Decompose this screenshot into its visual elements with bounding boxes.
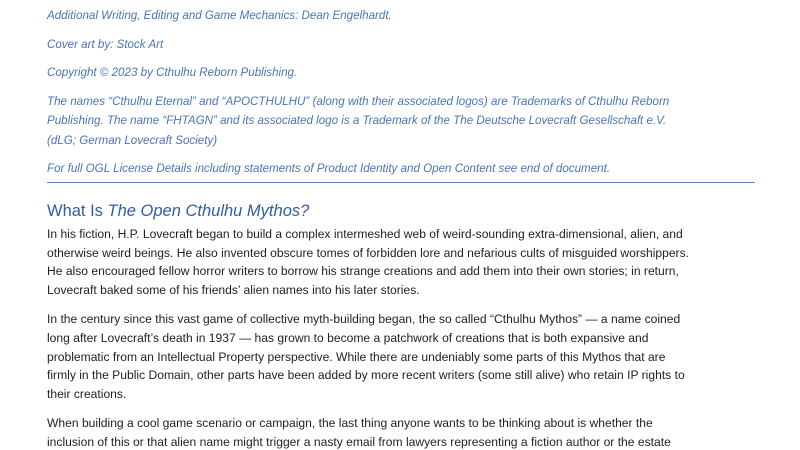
paragraph-line: inclusion of this or that alien name might trigger a nasty email from lawyers representing a fiction author or the estate: [47, 434, 671, 449]
paragraph-line: He also encouraged fellow horror writers to borrow his strange creations and add them into their own stories; in return,: [47, 264, 679, 279]
paragraph-line: In his fiction, H.P. Lovecraft began to build a complex intermeshed web of weird-sounding extra-dimensional, alien, and: [47, 227, 683, 241]
trademark-line-2: Publishing. The name “FHTAGN” and its associated logo is a Trademark of the The Deutsche Lovecraft Gesellschaft e.V.: [47, 114, 667, 127]
paragraph-3: [47, 414, 767, 450]
paragraph-line: long after Lovecraft’s death in 1937 — has grown to become a patchwork of creations that is both expansive and: [47, 330, 649, 345]
ogl-notice: For full OGL License Details including statements of Product Identity and Open Content see end of document.: [47, 162, 611, 175]
section-body: [47, 225, 767, 450]
paragraph-line: When building a cool game scenario or campaign, the last thing anyone wants to be thinking about is whether the: [47, 416, 653, 431]
paragraph-line: their creations.: [47, 386, 127, 401]
paragraph-line: Lovecraft baked some of his friends’ alien names into his later stories.: [47, 282, 420, 297]
trademark-notice: [47, 92, 767, 151]
credits-block: [47, 6, 767, 188]
trademark-line-1: The names “Cthulhu Eternal” and “APOCTHULHU” (along with their associated logos) are Trademarks of Cthulhu Reborn: [47, 94, 670, 108]
section-divider: [47, 182, 755, 183]
trademark-line-3: (dLG; German Lovecraft Society): [47, 133, 218, 147]
credits-copyright-line: Copyright © 2023 by Cthulhu Reborn Publishing.: [47, 66, 298, 79]
section-heading-title: The Open Cthulhu Mythos?: [107, 202, 310, 220]
credits-writing-line: Additional Writing, Editing and Game Mechanics: Dean Engelhardt.: [47, 9, 392, 22]
section-heading-prefix: What Is: [47, 202, 108, 220]
paragraph-line: otherwise weird beings. He also invented obscure tomes of forbidden lore and nefarious cults of misguided worshippers.: [47, 245, 689, 260]
paragraph-line: problematic from an Intellectual Property perspective. While there are undeniably some parts of this Mythos that are: [47, 349, 666, 364]
paragraph-line: In the century since this vast game of collective myth-building began, the so called “Cthulhu Mythos” — a name coined: [47, 312, 681, 327]
section-heading: [47, 200, 309, 222]
paragraph-2: [47, 310, 767, 403]
paragraph-line: firmly in the Public Domain, other parts have been added by more recent writers (some still alive) who retain IP rights to: [47, 368, 685, 383]
credits-cover-art-line: Cover art by: Stock Art: [47, 37, 164, 51]
paragraph-1: [47, 225, 767, 299]
